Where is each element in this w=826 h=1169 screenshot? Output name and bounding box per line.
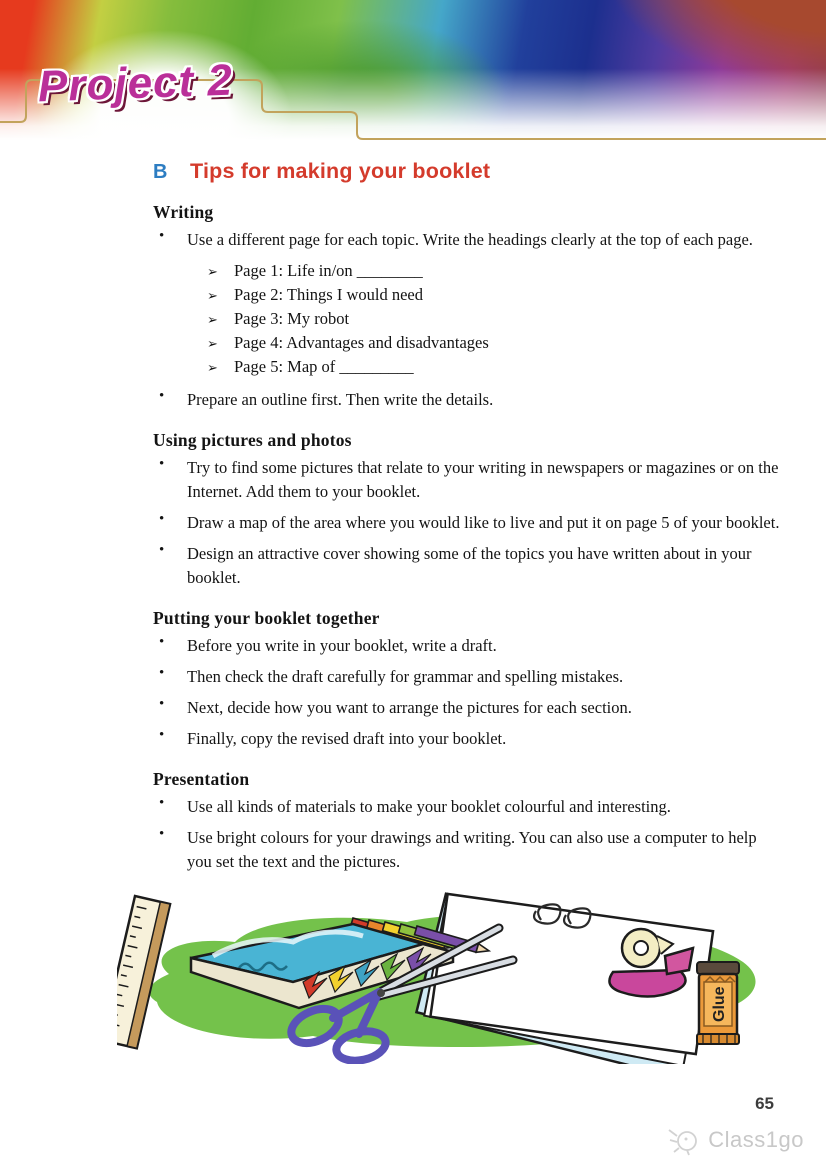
page-list-item <box>207 331 780 355</box>
bullet-item <box>153 696 780 720</box>
page-list-text: Page 2: Things I would need <box>234 285 423 304</box>
bullet-marker: • <box>159 826 165 842</box>
arrow-marker: ➢ <box>207 336 218 351</box>
arrow-marker: ➢ <box>207 312 218 327</box>
bullet-marker: • <box>159 795 165 811</box>
bullet-text: Design an attractive cover showing some of the topics you have written about in your booklet. <box>187 544 752 587</box>
bullet-text: Then check the draft carefully for grammar and spelling mistakes. <box>187 667 624 686</box>
page-number: 65 <box>755 1094 774 1113</box>
page-list-text: Page 3: My robot <box>234 309 350 328</box>
page-list-text: Page 1: Life in/on ________ <box>234 261 423 280</box>
bullet-item <box>153 826 780 874</box>
glue-stick-illustration <box>697 962 739 1044</box>
page-list-text: Page 4: Advantages and disadvantages <box>234 333 489 352</box>
watermark-text: Class1go <box>708 1127 804 1152</box>
bullet-text: Finally, copy the revised draft into your booklet. <box>187 729 507 748</box>
section-heading-row <box>153 159 780 184</box>
page-content <box>0 152 826 1064</box>
ruler-illustration <box>117 896 170 1048</box>
bullet-item <box>153 388 780 412</box>
page-list-item <box>207 307 780 331</box>
subsection-heading-writing: Writing <box>153 202 214 222</box>
bullet-text: Before you write in your booklet, write a draft. <box>187 636 497 655</box>
bullet-text: Draw a map of the area where you would like to live and put it on page 5 of your booklet. <box>187 513 780 532</box>
bullet-marker: • <box>159 634 165 650</box>
watermark-icon <box>667 1124 703 1156</box>
bullet-marker: • <box>159 388 165 404</box>
bullet-text: Use a different page for each topic. Write the headings clearly at the top of each page. <box>187 230 753 249</box>
arrow-marker: ➢ <box>207 288 218 303</box>
bullet-item <box>153 634 780 658</box>
page-list-text: Page 5: Map of _________ <box>234 357 414 376</box>
subsection-heading-together: Putting your booklet together <box>153 608 380 628</box>
page-list-item <box>207 259 780 283</box>
bullet-text: Next, decide how you want to arrange the pictures for each section. <box>187 698 632 717</box>
project-logo: Project 2 <box>37 55 234 112</box>
subsection-heading-presentation: Presentation <box>153 769 250 789</box>
stationery-illustration <box>117 886 757 1064</box>
page-list-item <box>207 355 780 379</box>
bullet-item <box>153 228 780 252</box>
bullet-item <box>153 727 780 751</box>
bullet-item <box>153 665 780 689</box>
bullet-marker: • <box>159 696 165 712</box>
bullet-marker: • <box>159 456 165 472</box>
bullet-item <box>153 456 780 504</box>
page-list-item <box>207 283 780 307</box>
bullet-text: Use bright colours for your drawings and writing. You can also use a computer to help you set the text and the pictures. <box>187 828 757 871</box>
section-letter: B <box>153 161 168 183</box>
arrow-marker: ➢ <box>207 360 218 375</box>
bullet-marker: • <box>159 228 165 244</box>
bullet-item <box>153 542 780 590</box>
bullet-text: Try to find some pictures that relate to your writing in newspapers or magazines or on the Internet. Add them to your booklet. <box>187 458 779 501</box>
bullet-marker: • <box>159 511 165 527</box>
bullet-item <box>153 795 780 819</box>
bullet-text: Prepare an outline first. Then write the details. <box>187 390 494 409</box>
watermark <box>667 1124 804 1156</box>
bullet-item <box>153 511 780 535</box>
header-banner <box>0 0 826 152</box>
bullet-marker: • <box>159 727 165 743</box>
subsection-heading-pictures: Using pictures and photos <box>153 430 352 450</box>
section-title: Tips for making your booklet <box>190 159 491 183</box>
bullet-text: Use all kinds of materials to make your booklet colourful and interesting. <box>187 797 671 816</box>
bullet-marker: • <box>159 542 165 558</box>
bullet-marker: • <box>159 665 165 681</box>
glue-label: Glue <box>711 986 728 1022</box>
arrow-marker: ➢ <box>207 264 218 279</box>
page-list <box>207 259 780 379</box>
